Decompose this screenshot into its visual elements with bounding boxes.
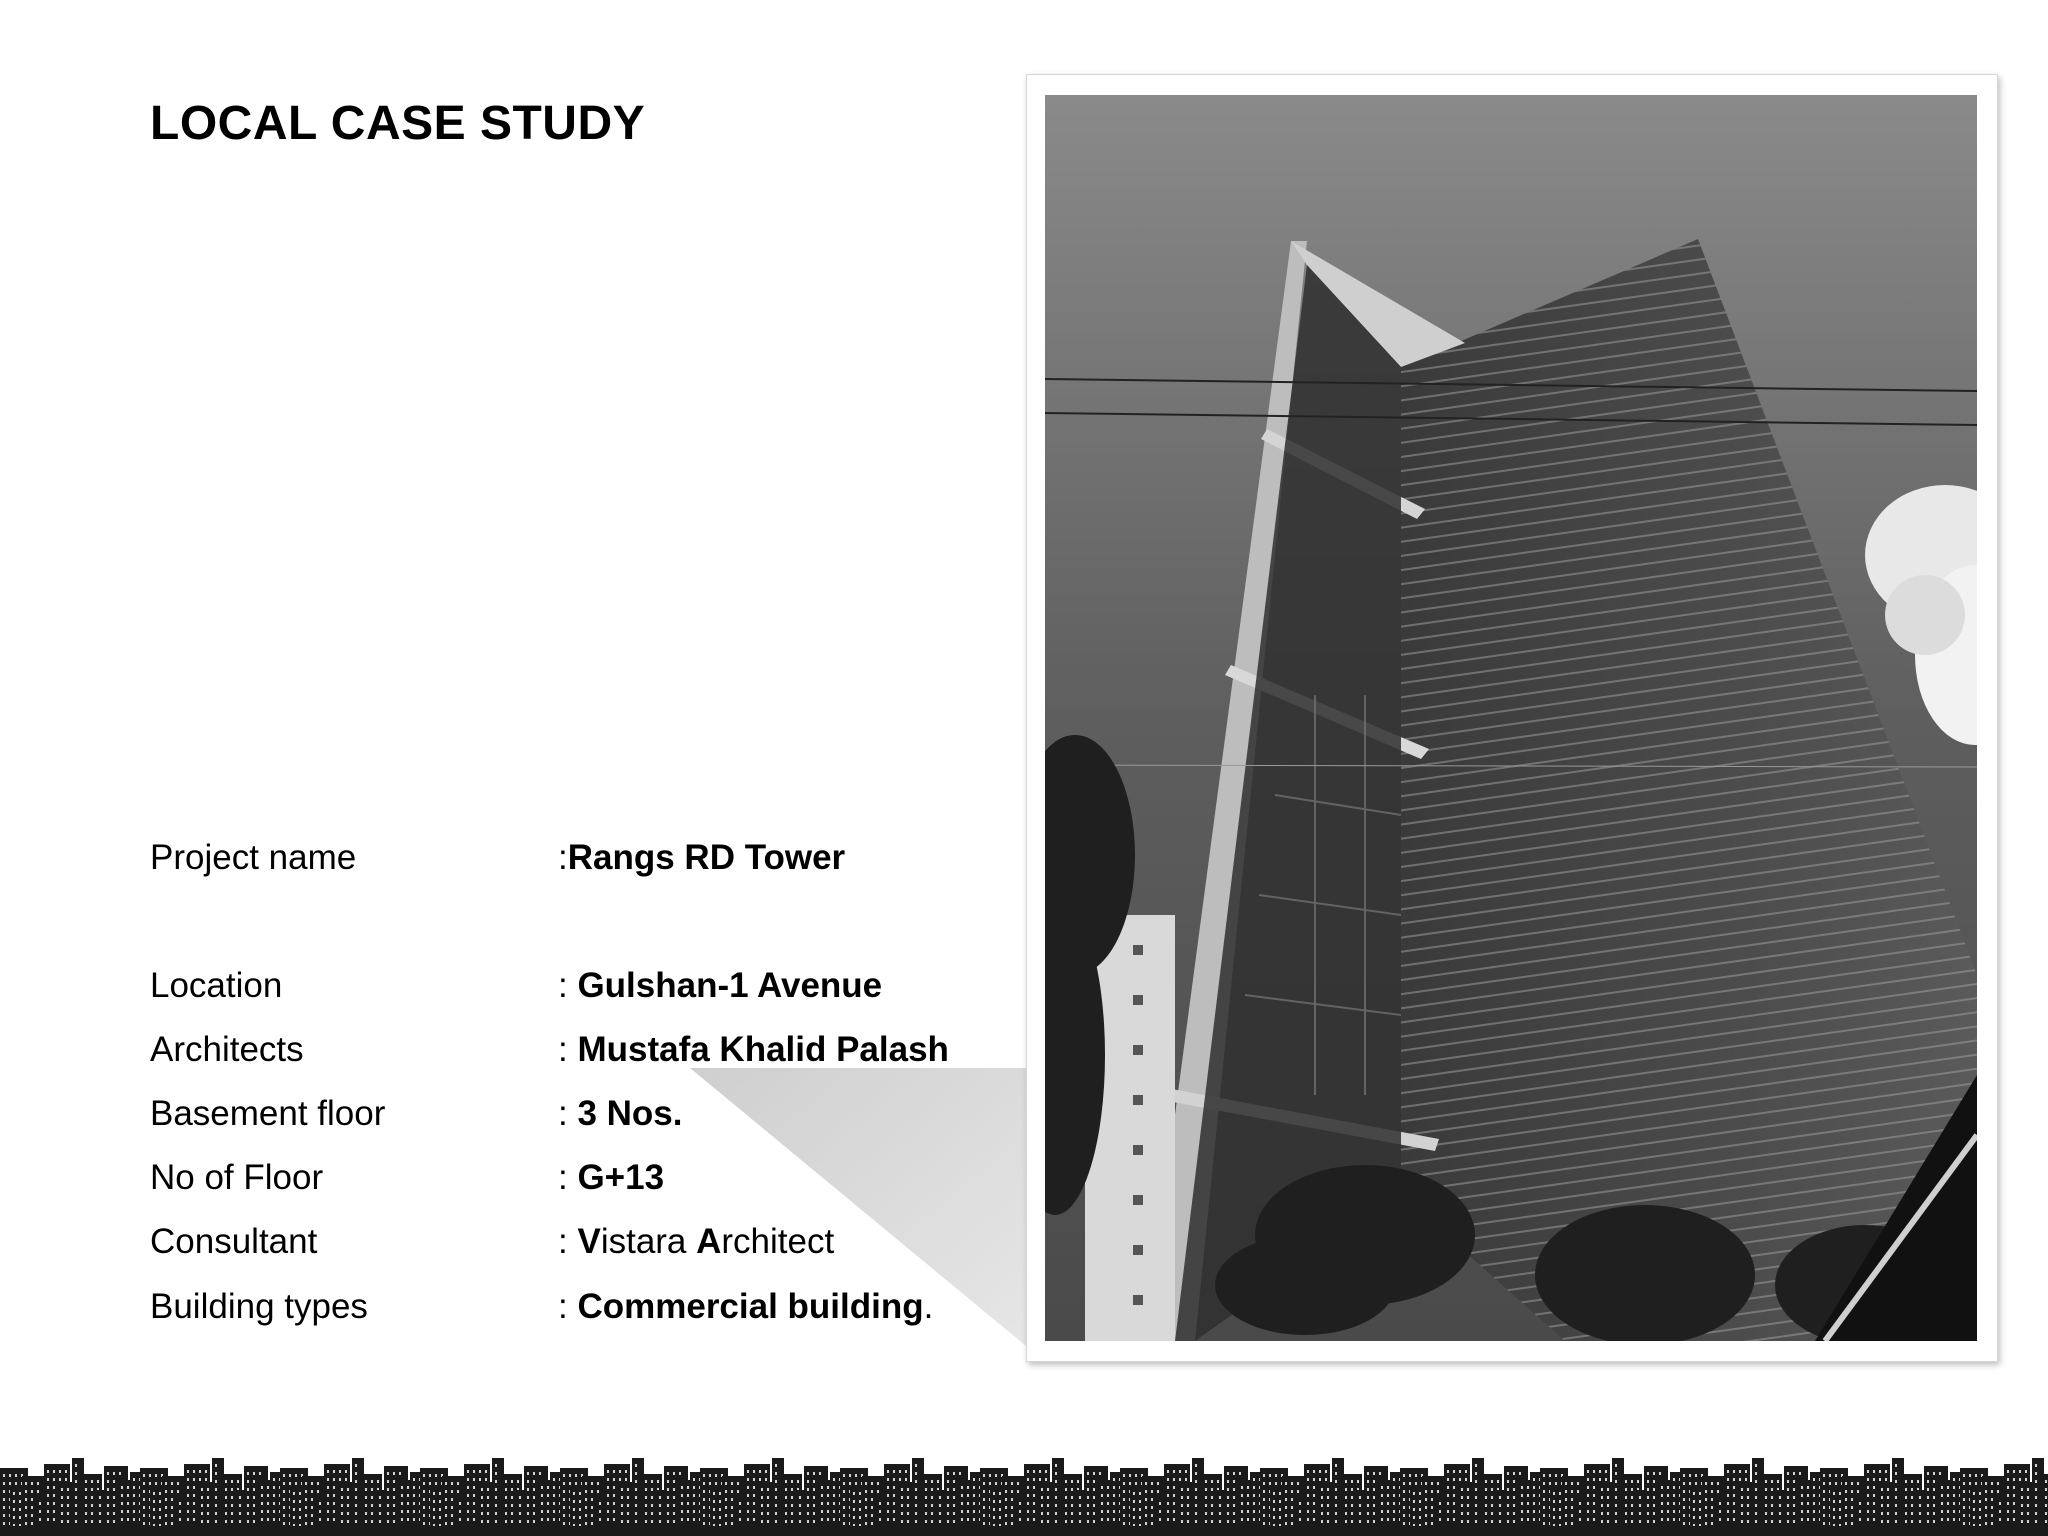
building-illustration	[1045, 95, 1977, 1341]
detail-value: : G+13	[558, 1158, 665, 1197]
detail-label: Building types	[150, 1287, 368, 1326]
detail-label: Location	[150, 966, 283, 1005]
detail-label: Architects	[150, 1030, 304, 1069]
detail-value: : Commercial building.	[558, 1287, 934, 1326]
skyline-footer-decoration	[0, 1446, 2048, 1536]
detail-value: : Gulshan-1 Avenue	[558, 966, 883, 1005]
detail-label: No of Floor	[150, 1158, 324, 1197]
detail-value: : 3 Nos.	[558, 1094, 683, 1133]
detail-label: Basement floor	[150, 1094, 386, 1133]
detail-value: : Vistara Architect	[558, 1222, 835, 1261]
detail-label: Consultant	[150, 1222, 318, 1261]
detail-value: : Mustafa Khalid Palash	[558, 1030, 949, 1069]
detail-label: Project name	[150, 838, 357, 877]
detail-value: :Rangs RD Tower	[558, 838, 846, 877]
building-photo	[1045, 95, 1977, 1341]
building-photo-frame	[1026, 74, 1998, 1362]
slide-title: LOCAL CASE STUDY	[150, 97, 646, 150]
